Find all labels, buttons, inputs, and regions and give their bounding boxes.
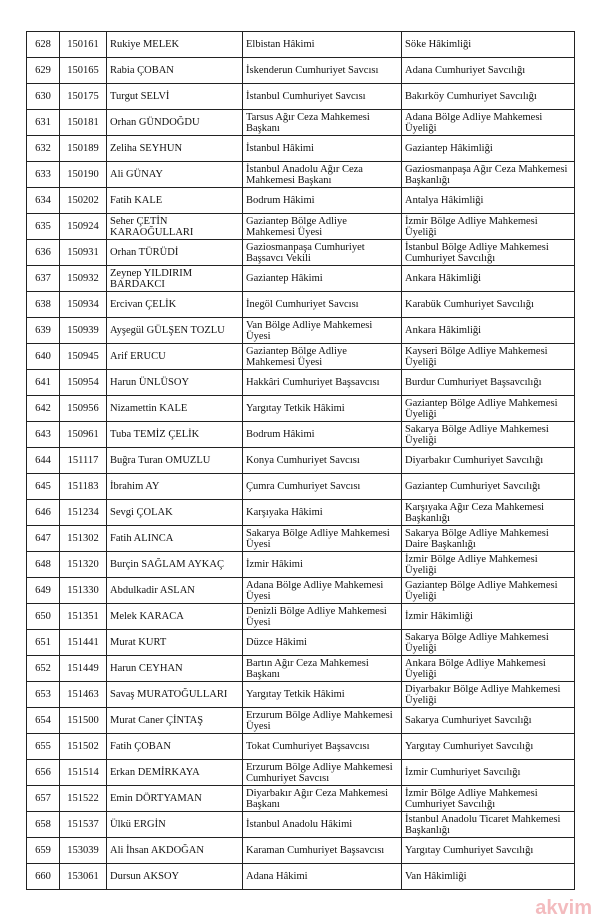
table-row (27, 708, 575, 734)
current-position-cell: İstanbul Hâkimi (243, 136, 402, 162)
table-row (27, 240, 575, 266)
new-position-cell: Kayseri Bölge Adliye Mahkemesi Üyeliği (402, 344, 575, 370)
registry-number-cell: 151302 (60, 526, 107, 552)
table-row (27, 526, 575, 552)
registry-number-cell: 153039 (60, 838, 107, 864)
new-position-cell: Gaziantep Hâkimliği (402, 136, 575, 162)
current-position-cell: İnegöl Cumhuriyet Savcısı (243, 292, 402, 318)
table-row (27, 266, 575, 292)
registry-number-cell: 150189 (60, 136, 107, 162)
registry-number-cell: 151502 (60, 734, 107, 760)
table-row (27, 604, 575, 630)
current-position-cell: Denizli Bölge Adliye Mahkemesi Üyesi (243, 604, 402, 630)
table-row (27, 656, 575, 682)
person-name-cell: Melek KARACA (107, 604, 243, 630)
current-position-cell: Konya Cumhuriyet Savcısı (243, 448, 402, 474)
new-position-cell: Sakarya Bölge Adliye Mahkemesi Üyeliği (402, 630, 575, 656)
new-position-cell: Ankara Bölge Adliye Mahkemesi Üyeliği (402, 656, 575, 682)
current-position-cell: İskenderun Cumhuriyet Savcısı (243, 58, 402, 84)
person-name-cell: Dursun AKSOY (107, 864, 243, 890)
row-number-cell: 651 (27, 630, 60, 656)
current-position-cell: Yargıtay Tetkik Hâkimi (243, 396, 402, 422)
table-row (27, 682, 575, 708)
row-number-cell: 648 (27, 552, 60, 578)
registry-number-cell: 151320 (60, 552, 107, 578)
person-name-cell: Zeynep YILDIRIM BARDAKCI (107, 266, 243, 292)
row-number-cell: 652 (27, 656, 60, 682)
person-name-cell: Murat Caner ÇİNTAŞ (107, 708, 243, 734)
row-number-cell: 638 (27, 292, 60, 318)
current-position-cell: İstanbul Anadolu Ağır Ceza Mahkemesi Başkanı (243, 162, 402, 188)
table-row (27, 838, 575, 864)
table-row (27, 110, 575, 136)
new-position-cell: İzmir Bölge Adliye Mahkemesi Üyeliği (402, 552, 575, 578)
row-number-cell: 640 (27, 344, 60, 370)
table-row (27, 864, 575, 890)
new-position-cell: Söke Hâkimliği (402, 32, 575, 58)
person-name-cell: Buğra Turan OMUZLU (107, 448, 243, 474)
watermark-logo: akvim (535, 897, 592, 919)
row-number-cell: 643 (27, 422, 60, 448)
current-position-cell: Erzurum Bölge Adliye Mahkemesi Cumhuriyet Savcısı (243, 760, 402, 786)
registry-number-cell: 151463 (60, 682, 107, 708)
current-position-cell: İstanbul Cumhuriyet Savcısı (243, 84, 402, 110)
new-position-cell: Gaziosmanpaşa Ağır Ceza Mahkemesi Başkanlığı (402, 162, 575, 188)
person-name-cell: Fatih KALE (107, 188, 243, 214)
registry-number-cell: 153061 (60, 864, 107, 890)
registry-number-cell: 150181 (60, 110, 107, 136)
registry-number-cell: 150190 (60, 162, 107, 188)
current-position-cell: Gaziosmanpaşa Cumhuriyet Başsavcı Vekili (243, 240, 402, 266)
new-position-cell: Yargıtay Cumhuriyet Savcılığı (402, 734, 575, 760)
new-position-cell: Adana Cumhuriyet Savcılığı (402, 58, 575, 84)
table-body (27, 32, 575, 890)
row-number-cell: 660 (27, 864, 60, 890)
row-number-cell: 649 (27, 578, 60, 604)
row-number-cell: 630 (27, 84, 60, 110)
person-name-cell: Tuba TEMİZ ÇELİK (107, 422, 243, 448)
registry-number-cell: 151537 (60, 812, 107, 838)
current-position-cell: Adana Bölge Adliye Mahkemesi Üyesi (243, 578, 402, 604)
table-row (27, 630, 575, 656)
new-position-cell: İstanbul Anadolu Ticaret Mahkemesi Başkanlığı (402, 812, 575, 838)
table-row (27, 214, 575, 240)
person-name-cell: Nizamettin KALE (107, 396, 243, 422)
new-position-cell: Sakarya Bölge Adliye Mahkemesi Üyeliği (402, 422, 575, 448)
table-row (27, 422, 575, 448)
current-position-cell: Düzce Hâkimi (243, 630, 402, 656)
table-row (27, 136, 575, 162)
row-number-cell: 655 (27, 734, 60, 760)
current-position-cell: Yargıtay Tetkik Hâkimi (243, 682, 402, 708)
current-position-cell: İzmir Hâkimi (243, 552, 402, 578)
person-name-cell: Zeliha SEYHUN (107, 136, 243, 162)
current-position-cell: Gaziantep Bölge Adliye Mahkemesi Üyesi (243, 344, 402, 370)
person-name-cell: Harun CEYHAN (107, 656, 243, 682)
new-position-cell: Burdur Cumhuriyet Başsavcılığı (402, 370, 575, 396)
registry-number-cell: 151449 (60, 656, 107, 682)
person-name-cell: Ercivan ÇELİK (107, 292, 243, 318)
person-name-cell: Seher ÇETİN KARAOĞULLARI (107, 214, 243, 240)
table-row (27, 552, 575, 578)
new-position-cell: Diyarbakır Cumhuriyet Savcılığı (402, 448, 575, 474)
row-number-cell: 628 (27, 32, 60, 58)
registry-number-cell: 150934 (60, 292, 107, 318)
registry-number-cell: 151183 (60, 474, 107, 500)
registry-number-cell: 150932 (60, 266, 107, 292)
registry-number-cell: 150202 (60, 188, 107, 214)
table-row (27, 370, 575, 396)
row-number-cell: 631 (27, 110, 60, 136)
person-name-cell: Fatih ALINCA (107, 526, 243, 552)
table-row (27, 500, 575, 526)
table-row (27, 292, 575, 318)
registry-number-cell: 151522 (60, 786, 107, 812)
person-name-cell: Ali İhsan AKDOĞAN (107, 838, 243, 864)
row-number-cell: 659 (27, 838, 60, 864)
person-name-cell: Erkan DEMİRKAYA (107, 760, 243, 786)
person-name-cell: Ülkü ERGİN (107, 812, 243, 838)
registry-number-cell: 151500 (60, 708, 107, 734)
registry-number-cell: 150939 (60, 318, 107, 344)
current-position-cell: Erzurum Bölge Adliye Mahkemesi Üyesi (243, 708, 402, 734)
registry-number-cell: 151441 (60, 630, 107, 656)
registry-number-cell: 151117 (60, 448, 107, 474)
current-position-cell: Elbistan Hâkimi (243, 32, 402, 58)
person-name-cell: Emin DÖRTYAMAN (107, 786, 243, 812)
table-row (27, 32, 575, 58)
current-position-cell: Gaziantep Hâkimi (243, 266, 402, 292)
table-row (27, 786, 575, 812)
person-name-cell: Fatih ÇOBAN (107, 734, 243, 760)
registry-number-cell: 151330 (60, 578, 107, 604)
appointments-table (26, 31, 575, 890)
row-number-cell: 634 (27, 188, 60, 214)
person-name-cell: Rabia ÇOBAN (107, 58, 243, 84)
new-position-cell: Bakırköy Cumhuriyet Savcılığı (402, 84, 575, 110)
table-row (27, 474, 575, 500)
new-position-cell: Ankara Hâkimliği (402, 318, 575, 344)
new-position-cell: Sakarya Cumhuriyet Savcılığı (402, 708, 575, 734)
person-name-cell: Abdulkadir ASLAN (107, 578, 243, 604)
person-name-cell: Turgut SELVİ (107, 84, 243, 110)
row-number-cell: 646 (27, 500, 60, 526)
new-position-cell: Gaziantep Bölge Adliye Mahkemesi Üyeliği (402, 396, 575, 422)
person-name-cell: İbrahim AY (107, 474, 243, 500)
new-position-cell: Sakarya Bölge Adliye Mahkemesi Daire Başkanlığı (402, 526, 575, 552)
new-position-cell: Antalya Hâkimliği (402, 188, 575, 214)
registry-number-cell: 150175 (60, 84, 107, 110)
registry-number-cell: 150165 (60, 58, 107, 84)
new-position-cell: Karabük Cumhuriyet Savcılığı (402, 292, 575, 318)
registry-number-cell: 150924 (60, 214, 107, 240)
current-position-cell: Bodrum Hâkimi (243, 188, 402, 214)
table-row (27, 578, 575, 604)
registry-number-cell: 151514 (60, 760, 107, 786)
current-position-cell: Bartın Ağır Ceza Mahkemesi Başkanı (243, 656, 402, 682)
table-row (27, 84, 575, 110)
table-row (27, 58, 575, 84)
current-position-cell: Sakarya Bölge Adliye Mahkemesi Üyesi (243, 526, 402, 552)
new-position-cell: Gaziantep Cumhuriyet Savcılığı (402, 474, 575, 500)
table-row (27, 396, 575, 422)
row-number-cell: 656 (27, 760, 60, 786)
row-number-cell: 637 (27, 266, 60, 292)
row-number-cell: 629 (27, 58, 60, 84)
current-position-cell: Bodrum Hâkimi (243, 422, 402, 448)
current-position-cell: Tarsus Ağır Ceza Mahkemesi Başkanı (243, 110, 402, 136)
current-position-cell: Karşıyaka Hâkimi (243, 500, 402, 526)
new-position-cell: İzmir Hâkimliği (402, 604, 575, 630)
current-position-cell: Van Bölge Adliye Mahkemesi Üyesi (243, 318, 402, 344)
new-position-cell: İzmir Bölge Adliye Mahkemesi Cumhuriyet Savcılığı (402, 786, 575, 812)
row-number-cell: 636 (27, 240, 60, 266)
current-position-cell: Diyarbakır Ağır Ceza Mahkemesi Başkanı (243, 786, 402, 812)
registry-number-cell: 150956 (60, 396, 107, 422)
row-number-cell: 658 (27, 812, 60, 838)
row-number-cell: 654 (27, 708, 60, 734)
person-name-cell: Burçin SAĞLAM AYKAÇ (107, 552, 243, 578)
row-number-cell: 644 (27, 448, 60, 474)
person-name-cell: Orhan TÜRÜDİ (107, 240, 243, 266)
person-name-cell: Rukiye MELEK (107, 32, 243, 58)
new-position-cell: Adana Bölge Adliye Mahkemesi Üyeliği (402, 110, 575, 136)
person-name-cell: Orhan GÜNDOĞDU (107, 110, 243, 136)
current-position-cell: Karaman Cumhuriyet Başsavcısı (243, 838, 402, 864)
person-name-cell: Ayşegül GÜLŞEN TOZLU (107, 318, 243, 344)
row-number-cell: 650 (27, 604, 60, 630)
registry-number-cell: 150945 (60, 344, 107, 370)
registry-number-cell: 150931 (60, 240, 107, 266)
registry-number-cell: 151351 (60, 604, 107, 630)
row-number-cell: 641 (27, 370, 60, 396)
person-name-cell: Sevgi ÇOLAK (107, 500, 243, 526)
current-position-cell: Hakkâri Cumhuriyet Başsavcısı (243, 370, 402, 396)
person-name-cell: Arif ERUCU (107, 344, 243, 370)
new-position-cell: Van Hâkimliği (402, 864, 575, 890)
table-row (27, 812, 575, 838)
new-position-cell: Yargıtay Cumhuriyet Savcılığı (402, 838, 575, 864)
new-position-cell: İzmir Bölge Adliye Mahkemesi Üyeliği (402, 214, 575, 240)
row-number-cell: 639 (27, 318, 60, 344)
current-position-cell: Gaziantep Bölge Adliye Mahkemesi Üyesi (243, 214, 402, 240)
row-number-cell: 642 (27, 396, 60, 422)
row-number-cell: 657 (27, 786, 60, 812)
new-position-cell: İzmir Cumhuriyet Savcılığı (402, 760, 575, 786)
person-name-cell: Ali GÜNAY (107, 162, 243, 188)
table-row (27, 318, 575, 344)
row-number-cell: 653 (27, 682, 60, 708)
table-row (27, 448, 575, 474)
current-position-cell: Çumra Cumhuriyet Savcısı (243, 474, 402, 500)
row-number-cell: 633 (27, 162, 60, 188)
row-number-cell: 632 (27, 136, 60, 162)
new-position-cell: Gaziantep Bölge Adliye Mahkemesi Üyeliği (402, 578, 575, 604)
new-position-cell: Karşıyaka Ağır Ceza Mahkemesi Başkanlığı (402, 500, 575, 526)
table-row (27, 760, 575, 786)
registry-number-cell: 151234 (60, 500, 107, 526)
table-row (27, 162, 575, 188)
registry-number-cell: 150961 (60, 422, 107, 448)
person-name-cell: Harun ÜNLÜSOY (107, 370, 243, 396)
registry-number-cell: 150954 (60, 370, 107, 396)
new-position-cell: Diyarbakır Bölge Adliye Mahkemesi Üyeliği (402, 682, 575, 708)
table-row (27, 188, 575, 214)
row-number-cell: 645 (27, 474, 60, 500)
registry-number-cell: 150161 (60, 32, 107, 58)
table-row (27, 734, 575, 760)
new-position-cell: Ankara Hâkimliği (402, 266, 575, 292)
new-position-cell: İstanbul Bölge Adliye Mahkemesi Cumhuriyet Savcılığı (402, 240, 575, 266)
table-row (27, 344, 575, 370)
row-number-cell: 647 (27, 526, 60, 552)
current-position-cell: Tokat Cumhuriyet Başsavcısı (243, 734, 402, 760)
current-position-cell: Adana Hâkimi (243, 864, 402, 890)
person-name-cell: Murat KURT (107, 630, 243, 656)
person-name-cell: Savaş MURATOĞULLARI (107, 682, 243, 708)
row-number-cell: 635 (27, 214, 60, 240)
current-position-cell: İstanbul Anadolu Hâkimi (243, 812, 402, 838)
